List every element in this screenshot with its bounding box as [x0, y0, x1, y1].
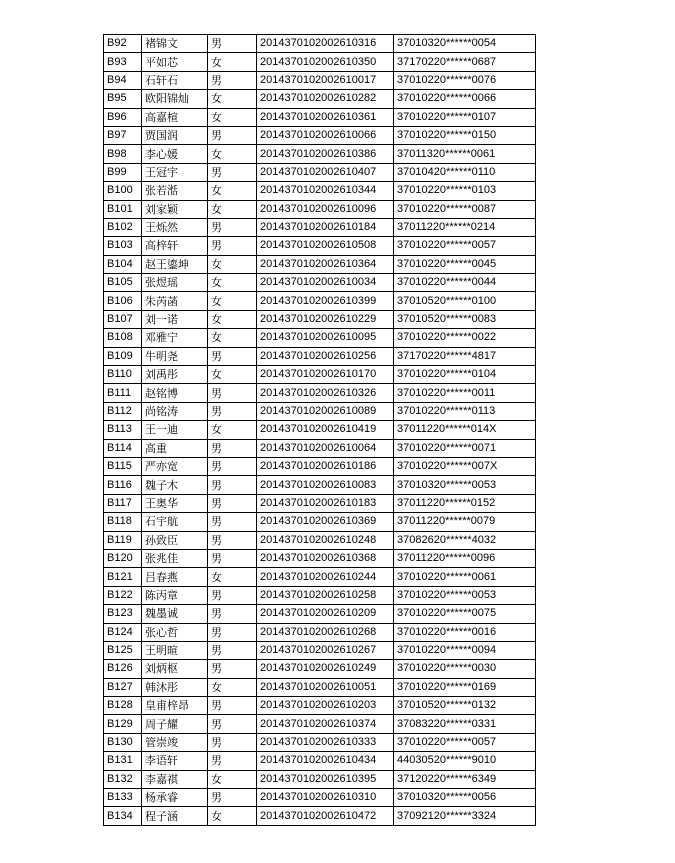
- gender-cell: 女: [208, 310, 257, 328]
- table-row: [104, 586, 536, 604]
- id-card-cell: 37010220******007X: [394, 457, 536, 475]
- gender-cell: 女: [208, 292, 257, 310]
- seat-id-cell: B93: [104, 53, 142, 71]
- gender-cell: 男: [208, 752, 257, 770]
- registration-number-cell: 2014370102002610310: [257, 789, 394, 807]
- gender-cell: 女: [208, 182, 257, 200]
- gender-cell: 男: [208, 384, 257, 402]
- id-card-cell: 37170220******4817: [394, 347, 536, 365]
- seat-id-cell: B130: [104, 733, 142, 751]
- student-name-cell: 陈丙章: [142, 586, 208, 604]
- student-name-cell: 李心媛: [142, 145, 208, 163]
- seat-id-cell: B110: [104, 366, 142, 384]
- gender-cell: 男: [208, 660, 257, 678]
- id-card-cell: 37011220******0152: [394, 494, 536, 512]
- student-name-cell: 王奥华: [142, 494, 208, 512]
- table-row: [104, 660, 536, 678]
- seat-id-cell: B116: [104, 476, 142, 494]
- gender-cell: 女: [208, 329, 257, 347]
- id-card-cell: 37010220******0169: [394, 678, 536, 696]
- student-name-cell: 刘炳枢: [142, 660, 208, 678]
- id-card-cell: 37011320******0061: [394, 145, 536, 163]
- gender-cell: 男: [208, 237, 257, 255]
- table-row: [104, 71, 536, 89]
- gender-cell: 女: [208, 678, 257, 696]
- roster-sheet: [103, 34, 535, 826]
- seat-id-cell: B117: [104, 494, 142, 512]
- gender-cell: 男: [208, 163, 257, 181]
- gender-cell: 女: [208, 366, 257, 384]
- registration-number-cell: 2014370102002610434: [257, 752, 394, 770]
- id-card-cell: 37083220******0331: [394, 715, 536, 733]
- registration-number-cell: 2014370102002610472: [257, 807, 394, 825]
- roster-body: [104, 35, 536, 826]
- registration-number-cell: 2014370102002610419: [257, 421, 394, 439]
- gender-cell: 男: [208, 697, 257, 715]
- seat-id-cell: B92: [104, 35, 142, 53]
- table-row: [104, 605, 536, 623]
- seat-id-cell: B125: [104, 641, 142, 659]
- id-card-cell: 37170220******0687: [394, 53, 536, 71]
- seat-id-cell: B131: [104, 752, 142, 770]
- table-row: [104, 715, 536, 733]
- table-row: [104, 623, 536, 641]
- id-card-cell: 37010220******0057: [394, 733, 536, 751]
- id-card-cell: 37010320******0056: [394, 789, 536, 807]
- table-row: [104, 329, 536, 347]
- id-card-cell: 37010220******0061: [394, 568, 536, 586]
- registration-number-cell: 2014370102002610407: [257, 163, 394, 181]
- table-row: [104, 807, 536, 825]
- registration-number-cell: 2014370102002610344: [257, 182, 394, 200]
- gender-cell: 女: [208, 53, 257, 71]
- registration-number-cell: 2014370102002610083: [257, 476, 394, 494]
- registration-number-cell: 2014370102002610386: [257, 145, 394, 163]
- student-name-cell: 赵铭博: [142, 384, 208, 402]
- table-row: [104, 237, 536, 255]
- table-row: [104, 366, 536, 384]
- gender-cell: 男: [208, 457, 257, 475]
- student-name-cell: 欧阳锦灿: [142, 90, 208, 108]
- gender-cell: 女: [208, 274, 257, 292]
- student-name-cell: 魏子木: [142, 476, 208, 494]
- student-name-cell: 张煜瑶: [142, 274, 208, 292]
- seat-id-cell: B109: [104, 347, 142, 365]
- seat-id-cell: B99: [104, 163, 142, 181]
- seat-id-cell: B98: [104, 145, 142, 163]
- seat-id-cell: B129: [104, 715, 142, 733]
- id-card-cell: 37010220******0103: [394, 182, 536, 200]
- student-name-cell: 平如芯: [142, 53, 208, 71]
- student-name-cell: 高梓轩: [142, 237, 208, 255]
- table-row: [104, 402, 536, 420]
- seat-id-cell: B122: [104, 586, 142, 604]
- student-name-cell: 张若湉: [142, 182, 208, 200]
- gender-cell: 男: [208, 476, 257, 494]
- seat-id-cell: B121: [104, 568, 142, 586]
- registration-number-cell: 2014370102002610229: [257, 310, 394, 328]
- id-card-cell: 37010220******0022: [394, 329, 536, 347]
- registration-number-cell: 2014370102002610184: [257, 218, 394, 236]
- table-row: [104, 384, 536, 402]
- registration-number-cell: 2014370102002610186: [257, 457, 394, 475]
- student-name-cell: 朱芮菡: [142, 292, 208, 310]
- table-row: [104, 347, 536, 365]
- id-card-cell: 37010220******0087: [394, 200, 536, 218]
- seat-id-cell: B118: [104, 513, 142, 531]
- student-name-cell: 李语轩: [142, 752, 208, 770]
- table-row: [104, 697, 536, 715]
- student-name-cell: 刘家颖: [142, 200, 208, 218]
- seat-id-cell: B108: [104, 329, 142, 347]
- seat-id-cell: B106: [104, 292, 142, 310]
- seat-id-cell: B100: [104, 182, 142, 200]
- gender-cell: 女: [208, 108, 257, 126]
- student-name-cell: 程子涵: [142, 807, 208, 825]
- id-card-cell: 37010220******0071: [394, 439, 536, 457]
- registration-number-cell: 2014370102002610095: [257, 329, 394, 347]
- gender-cell: 男: [208, 347, 257, 365]
- student-name-cell: 张兆佳: [142, 549, 208, 567]
- id-card-cell: 37092120******3324: [394, 807, 536, 825]
- registration-number-cell: 2014370102002610399: [257, 292, 394, 310]
- seat-id-cell: B127: [104, 678, 142, 696]
- registration-number-cell: 2014370102002610361: [257, 108, 394, 126]
- gender-cell: 男: [208, 623, 257, 641]
- id-card-cell: 37010520******0083: [394, 310, 536, 328]
- registration-number-cell: 2014370102002610256: [257, 347, 394, 365]
- seat-id-cell: B123: [104, 605, 142, 623]
- seat-id-cell: B126: [104, 660, 142, 678]
- student-name-cell: 邓雅宁: [142, 329, 208, 347]
- table-row: [104, 641, 536, 659]
- table-row: [104, 678, 536, 696]
- gender-cell: 男: [208, 439, 257, 457]
- registration-number-cell: 2014370102002610249: [257, 660, 394, 678]
- table-row: [104, 163, 536, 181]
- table-row: [104, 108, 536, 126]
- gender-cell: 男: [208, 35, 257, 53]
- student-name-cell: 王一迪: [142, 421, 208, 439]
- seat-id-cell: B119: [104, 531, 142, 549]
- gender-cell: 女: [208, 90, 257, 108]
- seat-id-cell: B132: [104, 770, 142, 788]
- id-card-cell: 37011220******0214: [394, 218, 536, 236]
- id-card-cell: 37011220******0096: [394, 549, 536, 567]
- registration-number-cell: 2014370102002610368: [257, 549, 394, 567]
- table-row: [104, 421, 536, 439]
- student-name-cell: 魏墨诚: [142, 605, 208, 623]
- id-card-cell: 37010420******0110: [394, 163, 536, 181]
- seat-id-cell: B124: [104, 623, 142, 641]
- id-card-cell: 37010520******0132: [394, 697, 536, 715]
- gender-cell: 女: [208, 255, 257, 273]
- table-row: [104, 568, 536, 586]
- student-name-cell: 王烁然: [142, 218, 208, 236]
- table-row: [104, 752, 536, 770]
- seat-id-cell: B114: [104, 439, 142, 457]
- id-card-cell: 37010220******0104: [394, 366, 536, 384]
- table-row: [104, 439, 536, 457]
- seat-id-cell: B96: [104, 108, 142, 126]
- gender-cell: 男: [208, 549, 257, 567]
- registration-number-cell: 2014370102002610051: [257, 678, 394, 696]
- gender-cell: 男: [208, 218, 257, 236]
- table-row: [104, 789, 536, 807]
- table-row: [104, 513, 536, 531]
- seat-id-cell: B113: [104, 421, 142, 439]
- registration-number-cell: 2014370102002610170: [257, 366, 394, 384]
- gender-cell: 男: [208, 513, 257, 531]
- seat-id-cell: B105: [104, 274, 142, 292]
- registration-number-cell: 2014370102002610183: [257, 494, 394, 512]
- seat-id-cell: B104: [104, 255, 142, 273]
- id-card-cell: 37011220******0079: [394, 513, 536, 531]
- gender-cell: 女: [208, 568, 257, 586]
- student-name-cell: 李嘉祺: [142, 770, 208, 788]
- student-name-cell: 管崇竣: [142, 733, 208, 751]
- id-card-cell: 37010220******0057: [394, 237, 536, 255]
- seat-id-cell: B101: [104, 200, 142, 218]
- table-row: [104, 292, 536, 310]
- registration-number-cell: 2014370102002610326: [257, 384, 394, 402]
- id-card-cell: 37010220******0076: [394, 71, 536, 89]
- student-name-cell: 王冠宇: [142, 163, 208, 181]
- gender-cell: 男: [208, 733, 257, 751]
- registration-number-cell: 2014370102002610066: [257, 126, 394, 144]
- table-row: [104, 549, 536, 567]
- gender-cell: 男: [208, 715, 257, 733]
- id-card-cell: 37010220******0016: [394, 623, 536, 641]
- id-card-cell: 37011220******014X: [394, 421, 536, 439]
- id-card-cell: 37010520******0100: [394, 292, 536, 310]
- student-name-cell: 刘禹彤: [142, 366, 208, 384]
- id-card-cell: 37010220******0150: [394, 126, 536, 144]
- registration-number-cell: 2014370102002610316: [257, 35, 394, 53]
- registration-number-cell: 2014370102002610209: [257, 605, 394, 623]
- table-row: [104, 494, 536, 512]
- table-row: [104, 274, 536, 292]
- student-name-cell: 石轩石: [142, 71, 208, 89]
- id-card-cell: 37010220******0011: [394, 384, 536, 402]
- student-name-cell: 尚铭涛: [142, 402, 208, 420]
- id-card-cell: 37010220******0113: [394, 402, 536, 420]
- id-card-cell: 37120220******6349: [394, 770, 536, 788]
- registration-number-cell: 2014370102002610374: [257, 715, 394, 733]
- table-row: [104, 255, 536, 273]
- table-row: [104, 53, 536, 71]
- student-name-cell: 高嘉楦: [142, 108, 208, 126]
- id-card-cell: 37010320******0054: [394, 35, 536, 53]
- registration-number-cell: 2014370102002610350: [257, 53, 394, 71]
- registration-number-cell: 2014370102002610395: [257, 770, 394, 788]
- id-card-cell: 37010220******0107: [394, 108, 536, 126]
- gender-cell: 男: [208, 531, 257, 549]
- gender-cell: 女: [208, 807, 257, 825]
- registration-number-cell: 2014370102002610508: [257, 237, 394, 255]
- student-name-cell: 韩沐彤: [142, 678, 208, 696]
- seat-id-cell: B107: [104, 310, 142, 328]
- id-card-cell: 37010220******0053: [394, 586, 536, 604]
- table-row: [104, 182, 536, 200]
- student-name-cell: 严亦宽: [142, 457, 208, 475]
- seat-id-cell: B115: [104, 457, 142, 475]
- gender-cell: 女: [208, 421, 257, 439]
- registration-number-cell: 2014370102002610248: [257, 531, 394, 549]
- registration-number-cell: 2014370102002610064: [257, 439, 394, 457]
- student-name-cell: 孙致臣: [142, 531, 208, 549]
- table-row: [104, 145, 536, 163]
- table-row: [104, 218, 536, 236]
- gender-cell: 男: [208, 789, 257, 807]
- seat-id-cell: B103: [104, 237, 142, 255]
- gender-cell: 女: [208, 200, 257, 218]
- student-name-cell: 吕春燕: [142, 568, 208, 586]
- table-row: [104, 200, 536, 218]
- student-name-cell: 石宇航: [142, 513, 208, 531]
- registration-number-cell: 2014370102002610268: [257, 623, 394, 641]
- table-row: [104, 770, 536, 788]
- registration-number-cell: 2014370102002610369: [257, 513, 394, 531]
- registration-number-cell: 2014370102002610282: [257, 90, 394, 108]
- table-row: [104, 733, 536, 751]
- seat-id-cell: B94: [104, 71, 142, 89]
- table-row: [104, 35, 536, 53]
- id-card-cell: 37010220******0066: [394, 90, 536, 108]
- table-row: [104, 90, 536, 108]
- registration-number-cell: 2014370102002610096: [257, 200, 394, 218]
- student-name-cell: 皇甫梓昂: [142, 697, 208, 715]
- student-name-cell: 张心哲: [142, 623, 208, 641]
- student-name-cell: 杨承睿: [142, 789, 208, 807]
- id-card-cell: 37010220******0030: [394, 660, 536, 678]
- seat-id-cell: B133: [104, 789, 142, 807]
- student-name-cell: 刘一诺: [142, 310, 208, 328]
- registration-number-cell: 2014370102002610244: [257, 568, 394, 586]
- gender-cell: 男: [208, 126, 257, 144]
- gender-cell: 男: [208, 402, 257, 420]
- registration-number-cell: 2014370102002610089: [257, 402, 394, 420]
- id-card-cell: 37082620******4032: [394, 531, 536, 549]
- id-card-cell: 37010220******0045: [394, 255, 536, 273]
- table-row: [104, 531, 536, 549]
- seat-id-cell: B95: [104, 90, 142, 108]
- student-name-cell: 贾国润: [142, 126, 208, 144]
- table-row: [104, 310, 536, 328]
- seat-id-cell: B128: [104, 697, 142, 715]
- registration-number-cell: 2014370102002610267: [257, 641, 394, 659]
- registration-number-cell: 2014370102002610203: [257, 697, 394, 715]
- id-card-cell: 37010220******0044: [394, 274, 536, 292]
- registration-number-cell: 2014370102002610258: [257, 586, 394, 604]
- seat-id-cell: B134: [104, 807, 142, 825]
- registration-number-cell: 2014370102002610017: [257, 71, 394, 89]
- table-row: [104, 476, 536, 494]
- seat-id-cell: B97: [104, 126, 142, 144]
- gender-cell: 女: [208, 770, 257, 788]
- id-card-cell: 37010320******0053: [394, 476, 536, 494]
- gender-cell: 男: [208, 586, 257, 604]
- gender-cell: 女: [208, 145, 257, 163]
- id-card-cell: 44030520******9010: [394, 752, 536, 770]
- student-roster-table: [103, 34, 536, 826]
- student-name-cell: 赵王鎏坤: [142, 255, 208, 273]
- registration-number-cell: 2014370102002610333: [257, 733, 394, 751]
- gender-cell: 男: [208, 605, 257, 623]
- student-name-cell: 牛明尧: [142, 347, 208, 365]
- gender-cell: 男: [208, 71, 257, 89]
- seat-id-cell: B111: [104, 384, 142, 402]
- gender-cell: 男: [208, 641, 257, 659]
- seat-id-cell: B102: [104, 218, 142, 236]
- student-name-cell: 褚锦文: [142, 35, 208, 53]
- registration-number-cell: 2014370102002610364: [257, 255, 394, 273]
- gender-cell: 男: [208, 494, 257, 512]
- seat-id-cell: B120: [104, 549, 142, 567]
- student-name-cell: 高重: [142, 439, 208, 457]
- student-name-cell: 周子耀: [142, 715, 208, 733]
- student-name-cell: 王明暄: [142, 641, 208, 659]
- id-card-cell: 37010220******0094: [394, 641, 536, 659]
- registration-number-cell: 2014370102002610034: [257, 274, 394, 292]
- seat-id-cell: B112: [104, 402, 142, 420]
- table-row: [104, 126, 536, 144]
- table-row: [104, 457, 536, 475]
- id-card-cell: 37010220******0075: [394, 605, 536, 623]
